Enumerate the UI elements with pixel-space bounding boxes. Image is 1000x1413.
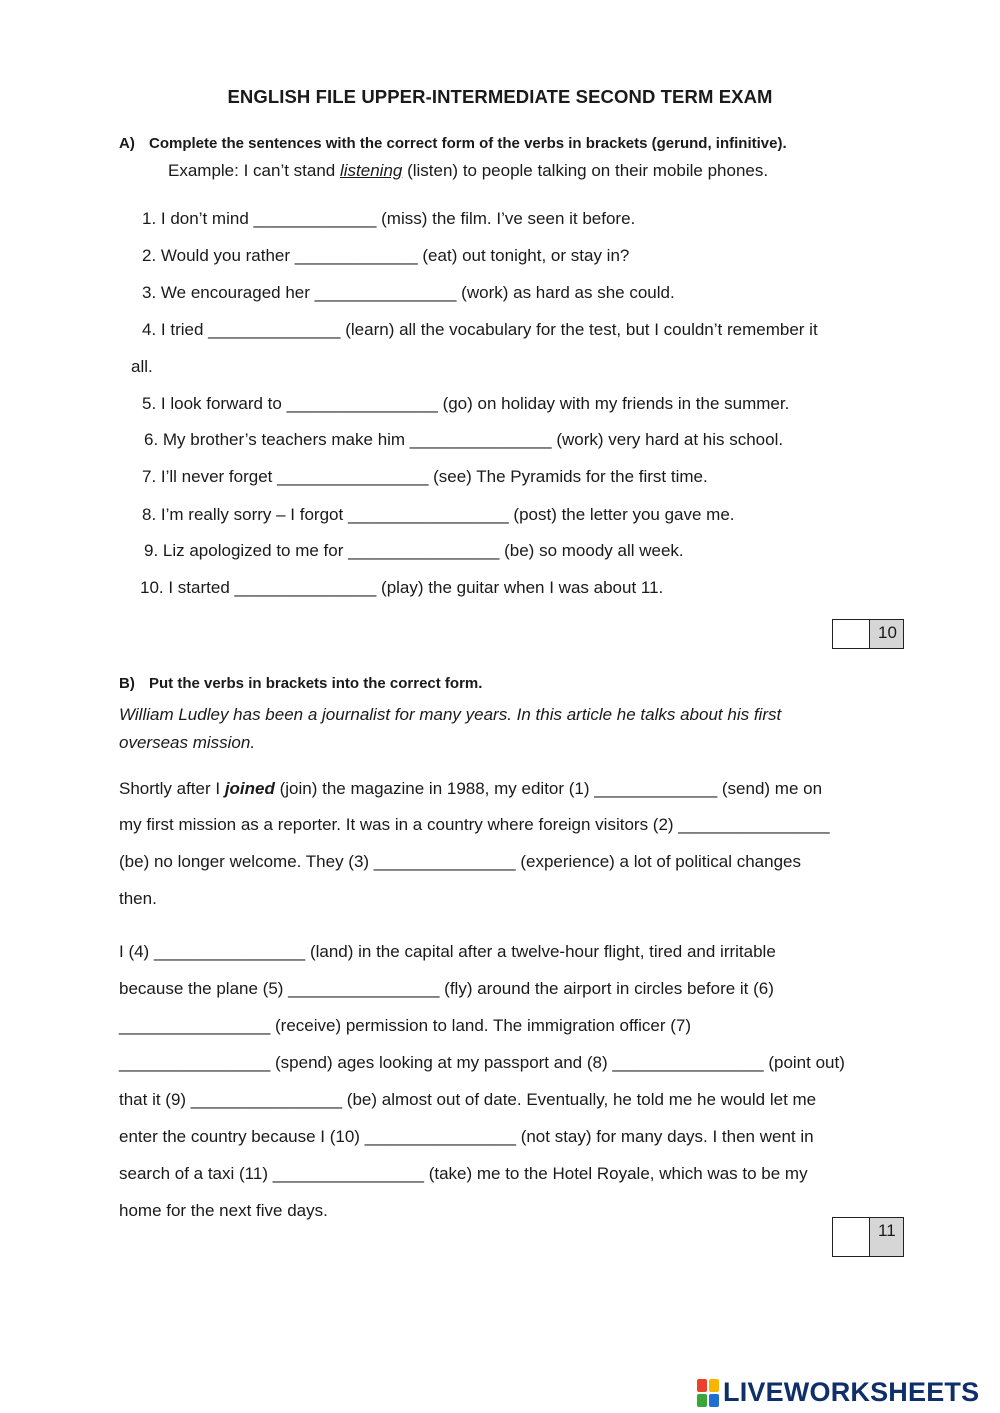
section-a-label: A) xyxy=(119,135,135,152)
para-suffix: (join) the magazine in 1988, my editor (1) _____________ (send) me on xyxy=(274,779,823,798)
section-b-label: B) xyxy=(119,675,135,692)
question-item: 6. My brother’s teachers make him _______________ (work) very hard at his school. xyxy=(144,430,784,449)
example-word: listening xyxy=(339,161,403,180)
section-b-instruction: Put the verbs in brackets into the correct form. xyxy=(149,675,483,692)
paragraph-line: ________________ (receive) permission to land. The immigration officer (7) xyxy=(119,1016,692,1035)
section-a-heading xyxy=(119,135,787,152)
paragraph-line: home for the next five days. xyxy=(119,1201,328,1220)
section-b-intro-line: William Ludley has been a journalist for many years. In this article he talks about his first xyxy=(119,705,782,724)
logo-square-icon xyxy=(709,1379,719,1392)
score-input-cell[interactable] xyxy=(833,620,870,648)
section-a-instruction: Complete the sentences with the correct form of the verbs in brackets (gerund, infinitive). xyxy=(149,135,787,152)
paragraph-line: that it (9) ________________ (be) almost out of date. Eventually, he told me he would let me xyxy=(119,1090,817,1109)
logo-square-icon xyxy=(709,1394,719,1407)
score-input-cell[interactable] xyxy=(833,1218,870,1256)
para-example-answer: joined xyxy=(224,779,275,798)
question-item: 4. I tried ______________ (learn) all the vocabulary for the test, but I couldn’t remember it xyxy=(142,320,818,339)
example-suffix: (listen) to people talking on their mobile phones. xyxy=(402,161,769,180)
paragraph-line: then. xyxy=(119,889,157,908)
liveworksheets-logo xyxy=(697,1377,979,1408)
question-item: 2. Would you rather _____________ (eat) out tonight, or stay in? xyxy=(142,246,630,265)
paragraph-line: because the plane (5) ________________ (fly) around the airport in circles before it (6) xyxy=(119,979,774,998)
paragraph-line: search of a taxi (11) ________________ (take) me to the Hotel Royale, which was to be my xyxy=(119,1164,808,1183)
question-item: 10. I started _______________ (play) the guitar when I was about 11. xyxy=(140,578,664,597)
paragraph-line: (be) no longer welcome. They (3) _______________ (experience) a lot of political changes xyxy=(119,852,802,871)
section-a-example xyxy=(168,161,768,181)
question-item: 9. Liz apologized to me for ________________ (be) so moody all week. xyxy=(144,541,684,560)
para-prefix: Shortly after I xyxy=(119,779,225,798)
paragraph-line: enter the country because I (10) ________________ (not stay) for many days. I then went in xyxy=(119,1127,814,1146)
paragraph-line: ________________ (spend) ages looking at my passport and (8) ________________ (point out) xyxy=(119,1053,845,1072)
section-b-score-box xyxy=(832,1217,904,1257)
question-item: 8. I’m really sorry – I forgot _________________ (post) the letter you gave me. xyxy=(142,505,735,524)
logo-mark-icon xyxy=(697,1379,719,1407)
score-total: 11 xyxy=(870,1218,903,1256)
logo-square-icon xyxy=(697,1394,707,1407)
paragraph-line xyxy=(119,779,822,799)
example-prefix: Example: I can’t stand xyxy=(168,161,340,180)
score-total: 10 xyxy=(870,620,903,648)
section-a-score-box xyxy=(832,619,904,649)
question-item-continuation: all. xyxy=(131,357,153,376)
question-item: 5. I look forward to ________________ (go) on holiday with my friends in the summer. xyxy=(142,394,790,413)
paragraph-line: I (4) ________________ (land) in the capital after a twelve-hour flight, tired and irritable xyxy=(119,942,776,961)
question-item: 7. I’ll never forget ________________ (see) The Pyramids for the first time. xyxy=(142,467,708,486)
question-item: 1. I don’t mind _____________ (miss) the film. I’ve seen it before. xyxy=(142,209,636,228)
logo-square-icon xyxy=(697,1379,707,1392)
exam-title: ENGLISH FILE UPPER-INTERMEDIATE SECOND TERM EXAM xyxy=(227,86,773,107)
section-b-intro-line: overseas mission. xyxy=(119,733,256,752)
question-item: 3. We encouraged her _______________ (work) as hard as she could. xyxy=(142,283,675,302)
logo-text: LIVEWORKSHEETS xyxy=(723,1377,980,1407)
section-b-heading xyxy=(119,675,482,692)
paragraph-line: my first mission as a reporter. It was in a country where foreign visitors (2) ________________ xyxy=(119,815,830,834)
